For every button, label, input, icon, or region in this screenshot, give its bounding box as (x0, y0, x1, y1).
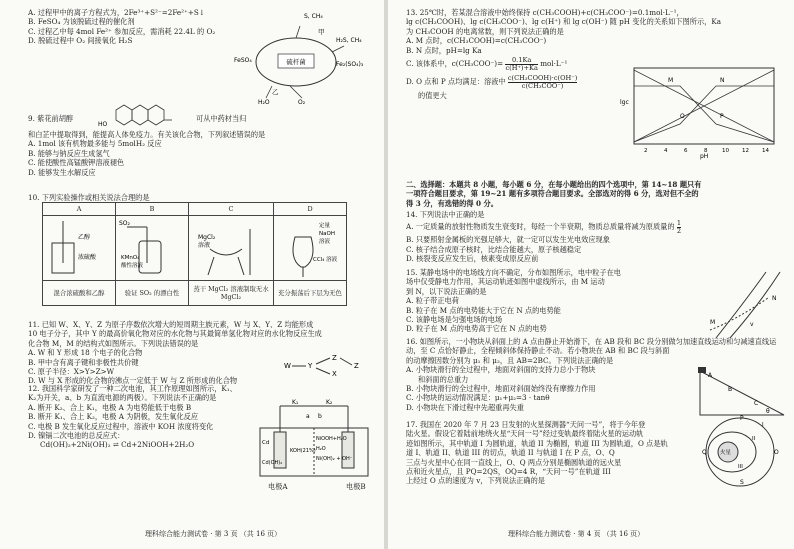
q10 (28, 193, 373, 306)
q10-pic-d (274, 216, 347, 281)
q12-line-2: K₂为开关，a、b 为直流电源的两极）。下列说法不正确的是 (28, 393, 217, 403)
page-4 (388, 0, 794, 549)
q11 (28, 320, 376, 386)
q9-option-d: D. 能够发生水解反应 (28, 167, 96, 177)
q10-a-label-1: 乙醇 (78, 234, 91, 242)
q10-pic-c (189, 216, 274, 281)
q12-option-b: B. 断开 K₁、合上 K₂，电极 A 为阴极，发生氧化反应 (28, 412, 199, 422)
q10-d-label-3: 溶液 (319, 239, 331, 246)
q16-option-a: A. 小物块滑行的全过程中，地面对斜面的支持力总小于物块 (406, 365, 596, 375)
q12-right-bottom: Ni(OH)₂ + OH⁻ (316, 456, 353, 462)
q9 (28, 108, 368, 177)
q17-line-6: 点和近火星点，且 PQ=2QS，OQ=4 R，“天问一号”在轨道 III (406, 467, 611, 477)
q12-electrode-a: 电极A (268, 482, 288, 491)
q15-option-c: C. 该静电场是匀强电场的电场 (406, 315, 503, 325)
q15-point-n: N (772, 295, 777, 302)
q13-frac-c-den: c(H⁺)+Ka (505, 63, 538, 72)
q8-label-s-ch4: S, CH₄ (304, 13, 323, 20)
q15-option-a: A. 粒子带正电荷 (406, 296, 459, 306)
q12-right-top: NiOOH+H₂O (316, 436, 347, 442)
q16-option-c: C. 小物块的运动情况满足：μ₁+μ₂=3 · tanθ (406, 393, 550, 403)
q10-apparatus-d (275, 219, 345, 277)
q14-option-a-text: A. 一定质量的放射性物质发生衰变时，每经一个半衰期，物质总质量将减为原质量的 (406, 222, 675, 232)
q8-label-feso4: FeSO₄ (234, 57, 252, 64)
q10-table (42, 202, 347, 306)
q10-caption-c: 蒸干 MgCl₂ 溶液制取无水 MgCl₂ (189, 281, 274, 306)
q15-option-b: B. 粒子在 M 点的电势能大于它在 N 点的电势能 (406, 305, 561, 315)
q11-option-b: B. 甲中含有离子键和非极性共价键 (28, 357, 139, 367)
q15-line-2: 场中仅受静电力作用，其运动轨迹如图中虚线所示，由 M 运动 (406, 277, 605, 287)
q12-option-c: C. 电极 B 发生氧化反应过程中，溶液中 KOH 浓度将变化 (28, 421, 214, 431)
q10-a-label-2: 浓硫酸 (78, 254, 97, 262)
q12-k2: K₂ (326, 399, 333, 406)
q11-line-1: 11. 已知 W、X、Y、Z 为原子序数依次增大的短周期主族元素，W 与 X、Y、Z 均能形成 (28, 320, 314, 329)
q13-option-c-text: C. 该体系中，c(CH₃COO⁻)= (406, 59, 504, 69)
q8-label-h2s: H₂S, CH₄ (336, 37, 362, 44)
q8-label-o2: O₂ (298, 99, 306, 106)
page-4-footer: 理科综合能力测试卷 · 第 4 页 （共 16 页） (508, 530, 645, 538)
q17-line-1: 17. 我国在 2020 年 7 月 23 日发射的火星探测器“天问一号”，将于今年登 (406, 420, 646, 429)
q17-line-5: 三点与火星中心在同一直线上，O、Q 两点分别是椭圆轨道的远火星 (406, 457, 622, 467)
q13-frac-c-num: 0.1Ka (505, 57, 537, 65)
q13-point-m: M (668, 77, 674, 84)
q13-option-d-tail: 的值更大 (418, 91, 447, 101)
q8-option-b: B. FeSO₄ 为该脱硫过程的催化剂 (28, 17, 135, 27)
q10-b-label-1: SO₂ (119, 220, 130, 228)
q11-atom-w: W (284, 362, 291, 370)
q15 (406, 268, 786, 334)
q14 (406, 210, 786, 264)
q12-water: H₂O (316, 446, 326, 452)
q15-velocity: v (750, 321, 754, 328)
q13-graph-xlabel: pH (700, 153, 709, 160)
q8-cycle-diagram (232, 6, 372, 106)
q13-frac-d-den: c(CH₃COO⁻) (521, 81, 564, 90)
q13-tick: 12 (742, 148, 749, 154)
q15-line-1: 15. 某静电场中的电场线方向不确定，分布如图所示，电中粒子在电 (406, 268, 621, 277)
q10-head-a: A (43, 203, 116, 216)
q16-option-b: B. 小物块滑行的全过程中，地面对斜面始终没有摩擦力作用 (406, 384, 596, 394)
q12-left-label: Cd (262, 440, 270, 446)
q16-angle: θ (766, 408, 770, 415)
q10-apparatus-a (44, 219, 114, 277)
q17-point-s: S (740, 479, 744, 486)
q8-label-fe2so43: Fe₂(SO₄)₃ (336, 61, 364, 68)
q8-option-c: C. 过程乙中每 4mol Fe²⁺ 参加反应，需消耗 22.4L 的 O₂ (28, 26, 216, 36)
q10-d-label-4: CCl₄ 溶液 (313, 257, 338, 264)
q16-line-2: 动，至 C 点恰好静止，全程倾斜体保持静止不动。若小物块在 AB 和 BC 段与斜面 (406, 346, 670, 356)
q14-half-den: 2 (676, 226, 682, 235)
q8-center-label: 硫杆菌 (286, 58, 306, 66)
q9-stem-start: 9. 紫花前胡醇 (28, 114, 74, 123)
q12-option-d-eq: Cd(OH)₂+2Ni(OH)₂ ⇌ Cd+2NiOOH+2H₂O (40, 440, 195, 450)
q17-point-q: Q (702, 449, 707, 456)
q15-point-m: M (710, 319, 716, 326)
q13-tick: 2 (644, 148, 648, 154)
q16-line-1: 16. 如图所示，一小物块从斜面上的 A 点由静止开始滑下，在 AB 段和 BC 段分别做匀加速直线运动和匀减速直线运 (406, 337, 777, 346)
q10-caption-d: 充分振荡后下层为无色 (274, 281, 347, 306)
q13-tick: 14 (762, 148, 769, 154)
q17 (406, 415, 786, 486)
q14-option-b: B. 只要照射金属板的光强足够大，就一定可以发生光电效应现象 (406, 235, 610, 245)
q17-line-4: 道 I、轨道 II、轨道 III 的切点，轨道 II 与轨道 I 在 P 点，O、Q (406, 448, 615, 458)
q13-graph-ylabel: lgc (620, 99, 629, 106)
q13-option-b: B. N 点时，pH=lg Ka (406, 45, 482, 55)
q14-option-d: D. 核裂变反应发生后，核素变成原反应前 (406, 254, 539, 264)
q16 (406, 337, 786, 415)
q12-electrolyte: KOH(21%) (290, 448, 316, 454)
q16-option-a-cont: 和斜面的总重力 (418, 374, 469, 384)
q13-point-p: P (720, 113, 724, 120)
q13-option-d (406, 73, 630, 91)
q15-field-figure (706, 270, 786, 340)
q16-option-d: D. 小物块在下滑过程中先超重再失重 (406, 402, 524, 412)
q17-line-3: 迹如图所示，其中轨道 I 为圆轨道，轨道 II 为椭圆，轨道 III 为圆轨道，O 点是轨 (406, 438, 668, 448)
q17-orbit-figure (700, 410, 786, 488)
q13-tick: 4 (664, 148, 668, 154)
q14-half-num: 1 (676, 219, 682, 227)
q12-pole-b: b (318, 413, 322, 420)
q12-pole-a: a (306, 413, 310, 420)
section-2-line-3: 得 3 分，有选错的得 0 分。 (406, 198, 498, 208)
q17-orbit-ii: II (752, 436, 756, 442)
q10-c-label-2: 溶液 (198, 242, 211, 250)
q17-line-7: 上经过 O 点的速度为 v，下列说法正确的是 (406, 476, 545, 486)
q13-line-1: 13. 25℃时，若某混合溶液中始终保持 c(CH₃COOH)+c(CH₃COO⁻)=0.1mol·L⁻¹， (406, 8, 684, 17)
q13-point-n: N (720, 77, 725, 84)
q13-tick: 8 (704, 148, 708, 154)
q11-atom-z2: Z (354, 362, 359, 370)
q11-structure (278, 346, 368, 386)
q14-stem: 14. 下列说法中正确的是 (406, 210, 485, 219)
q12-line-1: 12. 我国科学家研发了一种二次电池，其工作原理如图所示，K₁、 (28, 384, 237, 393)
q16-point-a: A (708, 372, 713, 379)
q13-point-o: O (680, 113, 685, 120)
q8-option-a: A. 过程甲中的离子方程式为，2Fe³⁺+S²⁻=2Fe²⁺+S↓ (28, 8, 205, 17)
q10-stem: 10. 下列实验操作或相关说法合理的是 (28, 193, 150, 202)
q17-orbit-iii: III (738, 464, 743, 470)
q13-tick: 6 (684, 148, 688, 154)
q10-c-label-1: MgCl₂ (198, 234, 216, 242)
q12-k1: K₁ (292, 399, 299, 406)
q12-battery-diagram (254, 398, 374, 480)
q12-left-label-2: Cd(OH)₂ (262, 460, 283, 466)
q13-option-c-unit: mol·L⁻¹ (540, 59, 568, 69)
q10-apparatus-b (117, 219, 187, 277)
q10-head-b: B (116, 203, 189, 216)
q17-mars: 火星 (720, 450, 732, 456)
q9-structure (96, 94, 186, 128)
q17-orbit-i: I (762, 422, 764, 428)
q14-option-c: C. 核子结合成原子核时，比结合能越大，原子核越稳定 (406, 244, 582, 254)
q16-line-3: 的动摩擦因数分别为 μ₁ 和 μ₂，且 AB=2BC。下列说法正确的是 (406, 355, 614, 365)
q10-caption-b: 验证 SO₂ 的漂白性 (116, 281, 189, 306)
section-2-line-2: 一项符合题目要求，第 19~21 题有多项符合题目要求。全部选对的得 6 分，选对但不全的 (406, 189, 699, 199)
q11-option-c: C. 原子半径：X>Y>Z>W (28, 367, 115, 377)
q16-point-c: C (754, 400, 759, 407)
q13-line-2: lg c(CH₃COOH)、lg c(CH₃COO⁻)、lg c(H⁺) 和 lg c(OH⁻) 随 pH 变化的关系如下图所示，Ka (406, 17, 721, 27)
page-3 (0, 0, 385, 549)
q11-line-3: 化合物 M，M 的结构式如图所示。下列说法错误的是 (28, 338, 199, 348)
q17-point-o: O (774, 449, 779, 456)
q8-option-d: D. 脱硫过程中 O₂ 间接氧化 H₂S (28, 36, 133, 46)
q10-pic-b (116, 216, 189, 281)
q17-point-p: P (740, 415, 744, 422)
q13-option-a: A. M 点时，c(CH₃COOH)=c(CH₃COO⁻) (406, 36, 547, 46)
section-2-line-1: 二、选择题：本题共 8 小题，每小题 6 分，在每小题给出的四个选项中，第 14~18 题只有 (406, 180, 702, 189)
q11-option-d: D. W 与 X 形成的化合物的沸点一定低于 W 与 Z 所形成的化合物 (28, 376, 238, 386)
q8-label-yi: 乙 (272, 88, 279, 96)
q9-option-a: A. 1mol 该有机物最多能与 5molH₂ 反应 (28, 139, 162, 149)
q10-b-label-2: KMnO₄ (121, 255, 140, 262)
q9-option-c: C. 能使酸性高锰酸钾溶液褪色 (28, 158, 125, 168)
section-2 (406, 180, 786, 208)
q13-option-c (406, 55, 630, 73)
q13-line-3: 为 CH₃COOH 的电离常数，则下列说法正确的是 (406, 26, 564, 36)
q14-option-a (406, 219, 786, 235)
q12-option-a: A. 断开 K₂、合上 K₁，电极 A 为电势能低于电极 B (28, 402, 192, 412)
q11-atom-y: Y (308, 362, 313, 370)
q14-half-fraction (677, 220, 681, 235)
q9-stem-cont: 和白芷中提取得到，能提高人体免疫力。有关该化合物，下列叙述错误的是 (28, 130, 266, 139)
q13-frac-d-num: c(CH₃COOH)·c(OH⁻) (507, 73, 578, 82)
q9-option-b: B. 能够与钠反应生成氢气 (28, 148, 110, 158)
q9-ho-label: HO (98, 121, 108, 128)
q15-option-d: D. 粒子在 M 点的电势高于它在 N 点的电势 (406, 324, 547, 334)
q8-options (28, 8, 253, 46)
q15-line-3: 到 N，以下说法正确的是 (406, 286, 487, 296)
q13-graph (620, 64, 780, 160)
q10-caption-a: 混合浓硫酸和乙醇 (43, 281, 116, 306)
q10-head-d: D (274, 203, 347, 216)
q16-point-b: B (728, 386, 733, 393)
page-3-footer: 理科综合能力测试卷 · 第 3 页 （共 16 页） (145, 530, 282, 538)
q8-label-jia: 甲 (318, 28, 325, 36)
q8-label-h2o: H₂O (258, 99, 270, 106)
q11-option-a: A. W 和 Y 形成 18 个电子的化合物 (28, 348, 143, 358)
q11-line-2: 10 电子分子，其中 Y 的最高价氧化物对应的水化物与其最简单氢化物对应的水化物反应生成 (28, 329, 322, 339)
q10-pic-a (43, 216, 116, 281)
q9-stem-source: 可从中药材当归 (196, 114, 247, 123)
q10-d-label-1: 定量 (319, 223, 331, 230)
q10-b-label-3: 酸性溶液 (121, 263, 144, 270)
q12-electrode-b: 电极B (346, 482, 366, 491)
q13-option-d-fraction (508, 75, 577, 90)
q12 (28, 384, 378, 491)
q13-tick: 10 (722, 148, 729, 154)
q17-line-2: 陆火星。假设它着陆前地绕火星“天问一号”经过变轨最终着陆火星的运动轨 (406, 429, 644, 439)
q10-apparatus-c (196, 219, 266, 277)
q12-option-d: D. 镍镉二次电池的总反应式： (28, 431, 125, 441)
q13-option-c-fraction (505, 57, 537, 72)
q11-atom-z1: Z (332, 354, 337, 362)
q11-atom-x: X (332, 370, 337, 378)
q10-d-label-2: NaOH (319, 231, 335, 238)
q10-head-c: C (189, 203, 274, 216)
q13-option-d-text: D. O 点和 P 点均满足：溶液中 (406, 77, 506, 87)
